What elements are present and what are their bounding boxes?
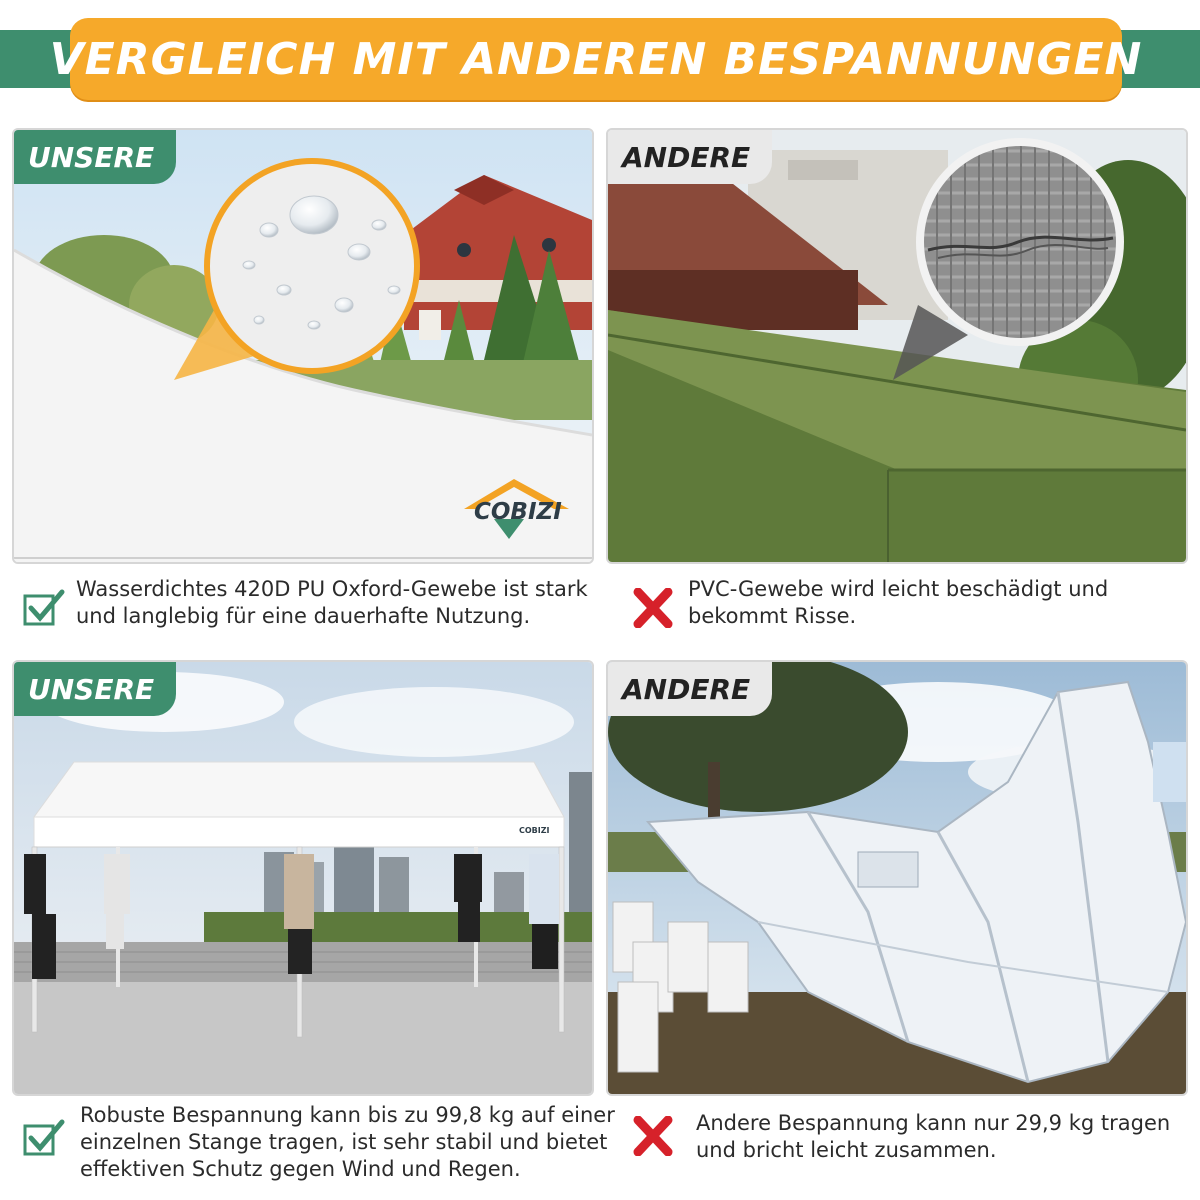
tag-ours-2: UNSERE	[14, 662, 176, 716]
check-icon	[22, 1118, 66, 1158]
tag-other: ANDERE	[608, 130, 772, 184]
cobizi-logo	[454, 475, 584, 545]
panel-ours-fabric	[12, 128, 594, 564]
collapsed-tent-photo	[608, 662, 1186, 1094]
caption-ours-load: Robuste Bespannung kann bis zu 99,8 kg auf einer einzelnen Stange tragen, ist sehr stabil und bietet effektiven Schutz gegen Wind und Regen.	[80, 1103, 615, 1181]
panel-ours-load	[12, 660, 594, 1096]
caption-other-fabric: PVC-Gewebe wird leicht beschädigt und bekommt Risse.	[688, 577, 1109, 628]
logo-text: COBIZI	[474, 499, 562, 525]
tent-logo: COBIZI	[519, 826, 550, 835]
page-title: VERGLEICH MIT ANDEREN BESPANNUNGEN	[49, 33, 1143, 85]
cross-icon	[632, 1116, 674, 1156]
check-icon	[22, 588, 66, 628]
load-test-photo	[14, 662, 592, 1094]
panel-other-load	[606, 660, 1188, 1096]
title-banner	[49, 18, 1143, 100]
caption-other-load: Andere Bespannung kann nur 29,9 kg tragen und bricht leicht zusammen.	[696, 1111, 1171, 1162]
cross-icon	[632, 588, 674, 628]
panel-other-fabric	[606, 128, 1188, 564]
tag-ours: UNSERE	[14, 130, 176, 184]
caption-ours-fabric: Wasserdichtes 420D PU Oxford-Gewebe ist stark und langlebig für eine dauerhafte Nutzung.	[76, 577, 588, 628]
tag-other-2: ANDERE	[608, 662, 772, 716]
pvc-photo	[608, 130, 1186, 562]
